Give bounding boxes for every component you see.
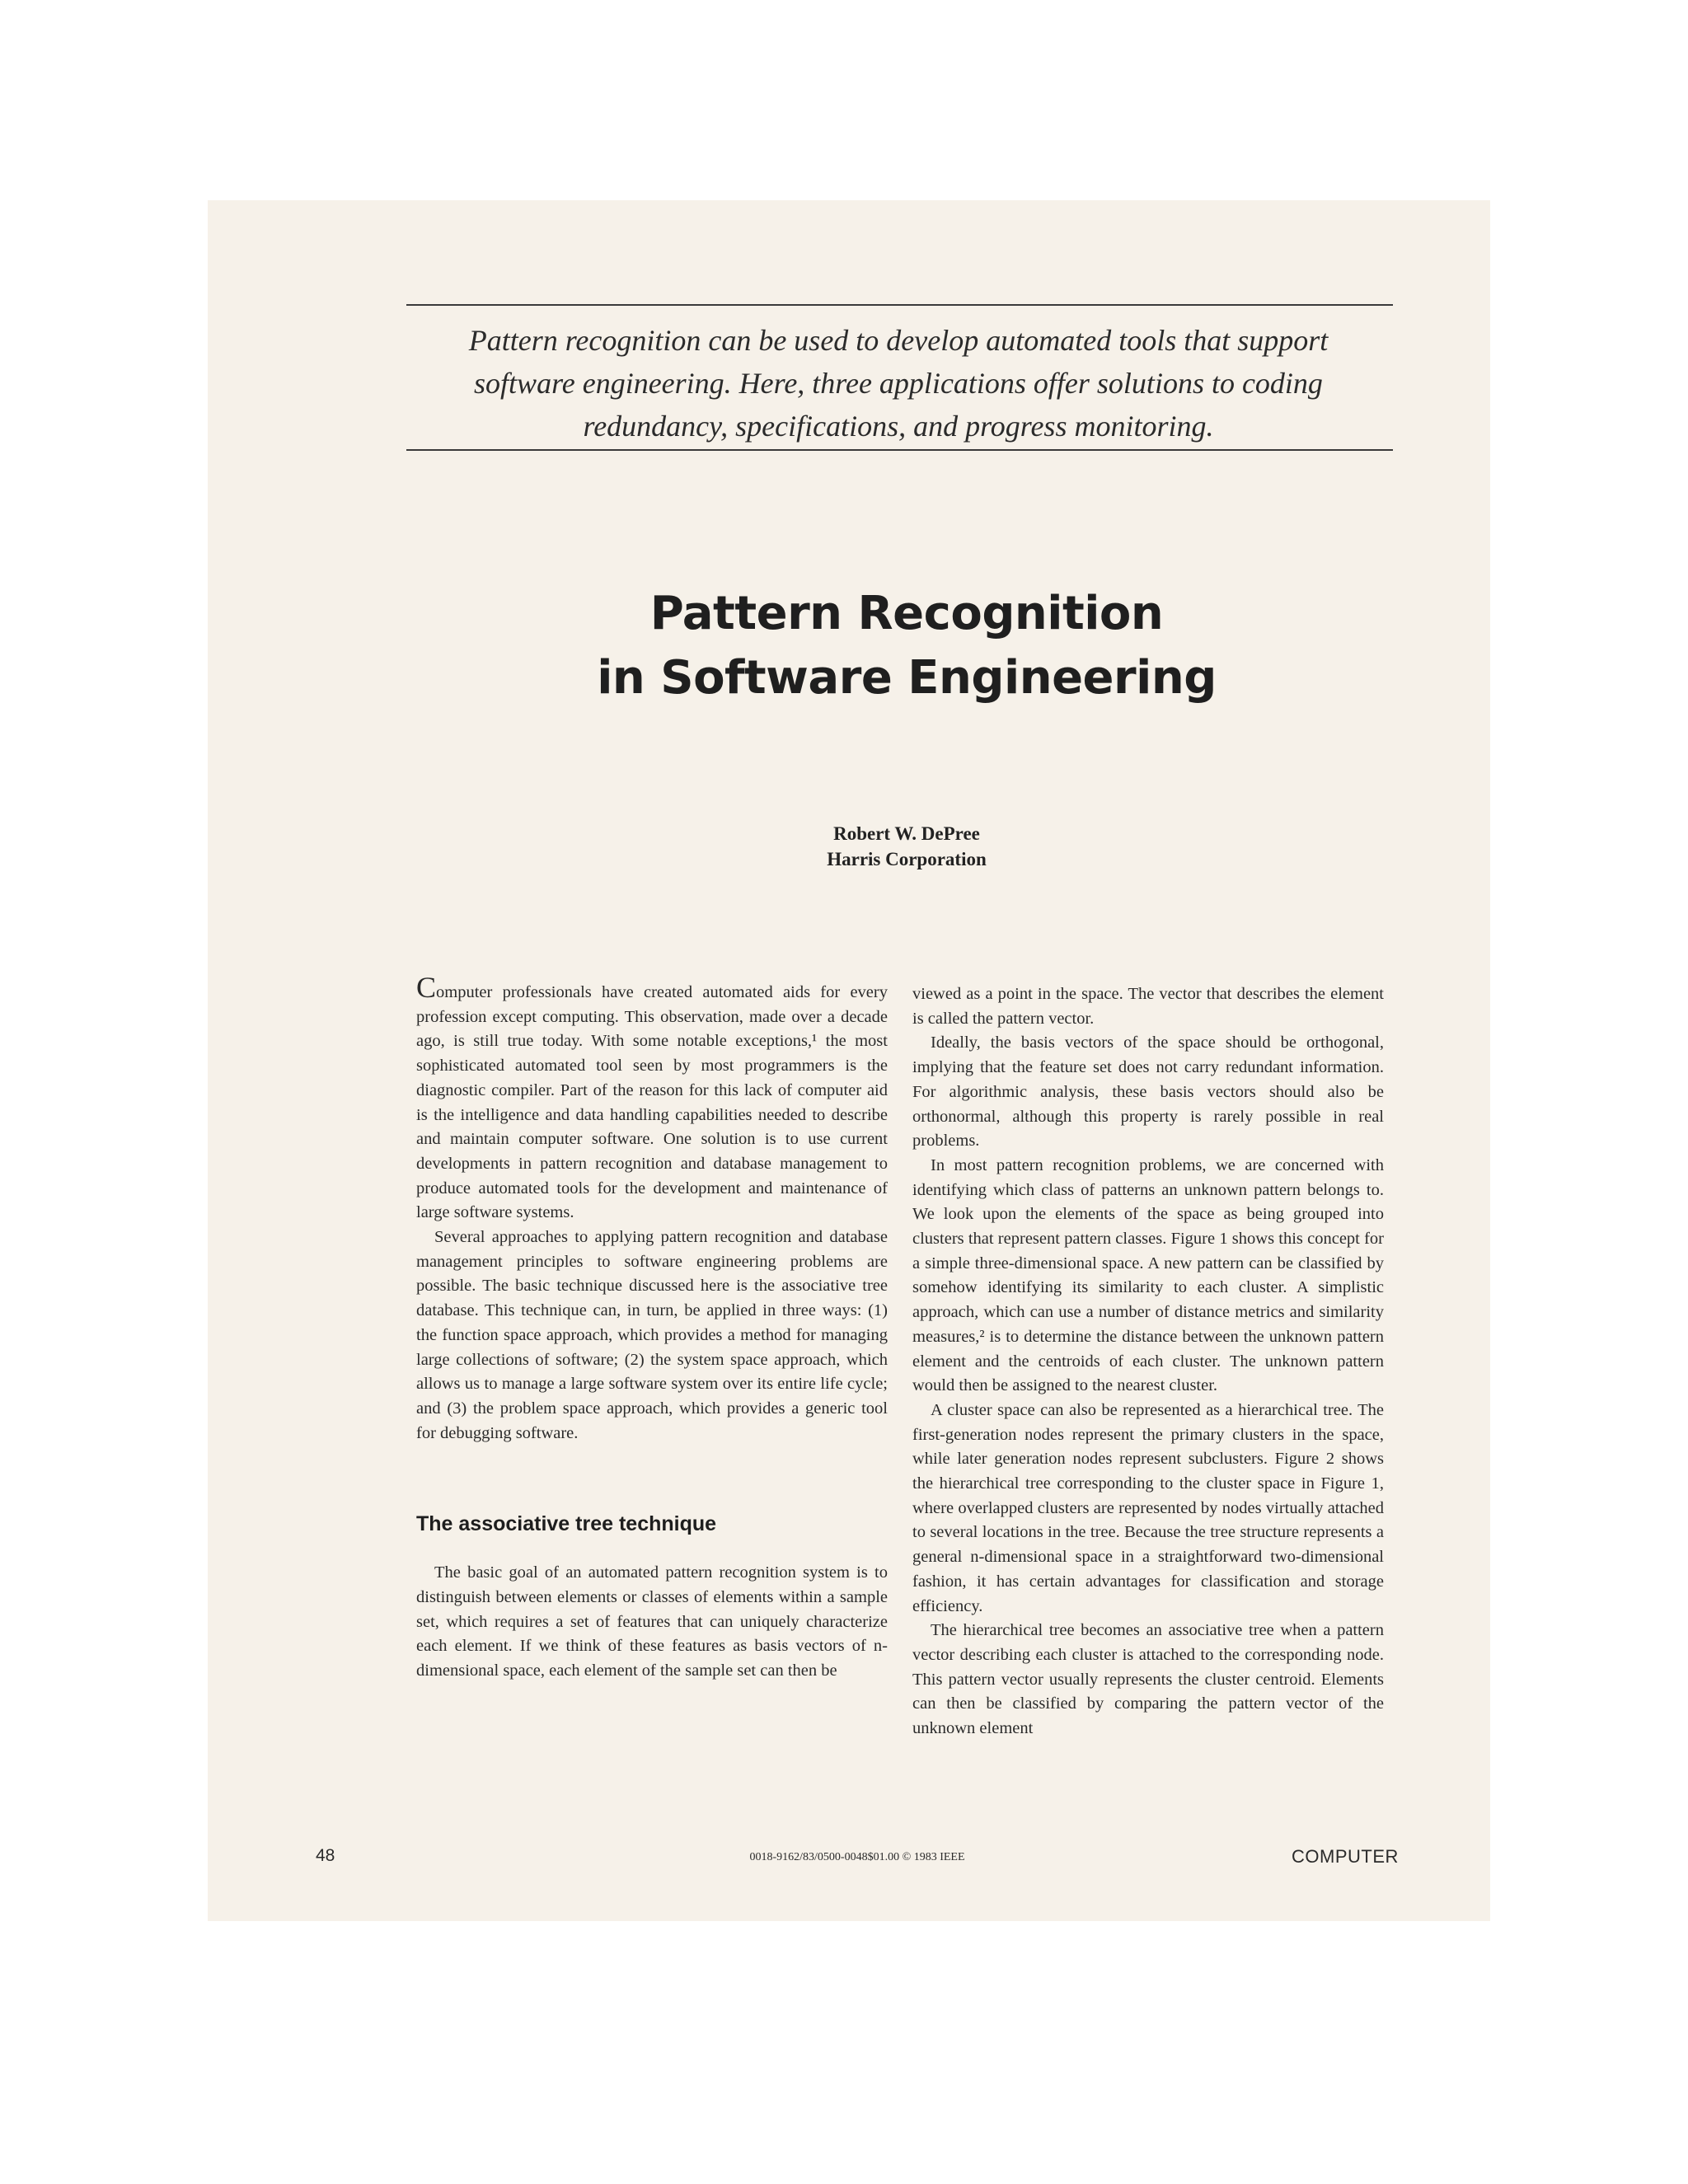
deck-line: software engineering. Here, three applications offer solutions to coding [474,367,1323,400]
body-paragraph: In most pattern recognition problems, we are concerned with identifying which class of patterns an unknown pattern belongs to. We look upon the elements of the space as being grouped into clusters that represent pattern classes. Figure 1 shows this concept for a simple three-dimensional space. A new pattern can be classified by somehow identifying its similarity to each cluster. A simplistic approach, which can use a number of distance metrics and similarity measures,² is to determine the distance between the unknown pattern element and the centroids of each cluster. The unknown pattern would then be assigned to the nearest cluster. [912,1155,1384,1395]
journal-name: COMPUTER [1292,1846,1399,1867]
body-paragraph: The basic goal of an automated pattern recognition system is to distinguish between elements or classes of elements within a sample set, which requires a set of features that can uniquely characterize each element. If we think of these features as basis vectors of n-dimensional space, each element of the sample set can then be [416,1563,888,1680]
deck-line: redundancy, specifications, and progress monitoring. [583,410,1214,443]
article-deck [387,319,1409,448]
title-line-2: in Software Engineering [597,651,1217,705]
article-title [495,582,1319,710]
deck-line: Pattern recognition can be used to develop automated tools that support [468,324,1329,357]
body-paragraph: viewed as a point in the space. The vector that describes the element is called the pattern vector. [912,985,1384,1028]
page-number: 48 [316,1846,335,1865]
body-column-left [416,971,888,1684]
author-name: Robert W. DePree [833,823,980,844]
body-paragraph: The hierarchical tree becomes an associative tree when a pattern vector describing each cluster is attached to the corresponding node. This pattern vector usually represents the cluster centroid. Elements can then be classified by comparing the pattern vector of the unknown element [912,1621,1384,1738]
author-affiliation: Harris Corporation [827,849,987,869]
drop-cap: C [416,971,437,1004]
deck-top-rule [406,304,1393,306]
title-line-1: Pattern Recognition [649,587,1164,640]
paragraph-text: omputer professionals have created automated aids for every profession except computing. This observation, made over a decade ago, is still true today. With some notable exceptions,¹ the most sophisticated automated tool seen by most programmers is the diagnostic compiler. Part of the reason for this lack of computer aid is the intelligence and data handling capabilities needed to describe and maintain computer software. One solution is to use current developments in pattern recognition and database management to produce automated tools for the development and maintenance of large software systems. [416,983,888,1222]
body-paragraph: Several approaches to applying pattern recognition and database management principles to software engineering problems are possible. The basic technique discussed here is the associative tree database. This technique can, in turn, be applied in three ways: (1) the function space approach, which provides a method for managing large collections of software; (2) the system space approach, which allows us to manage a large software system over its entire life cycle; and (3) the problem space approach, which provides a generic tool for debugging software. [416,1228,888,1442]
byline [701,821,1113,872]
body-paragraph: Ideally, the basis vectors of the space should be orthogonal, implying that the feature set does not carry redundant information. For algorithmic analysis, these basis vectors should also be orthonormal, although this property is rarely possible in real problems. [912,1033,1384,1151]
body-paragraph: A cluster space can also be represented as a hierarchical tree. The first-generation nodes represent the primary clusters in the space, while later generation nodes represent subclusters. Figure 2 shows the hierarchical tree corresponding to the cluster space in Figure 1, where overlapped clusters are represented by nodes virtually attached to several locations in the tree. Because the tree structure represents a general n-dimensional space in a straightforward two-dimensional fashion, it has certain advantages for classification and storage efficiency. [912,1400,1384,1615]
section-heading: The associative tree technique [416,1512,717,1536]
copyright-line: 0018-9162/83/0500-0048$01.00 © 1983 IEEE [749,1851,965,1863]
body-paragraph [416,971,888,1226]
deck-bottom-rule [406,449,1393,451]
body-column-right [912,982,1384,1741]
